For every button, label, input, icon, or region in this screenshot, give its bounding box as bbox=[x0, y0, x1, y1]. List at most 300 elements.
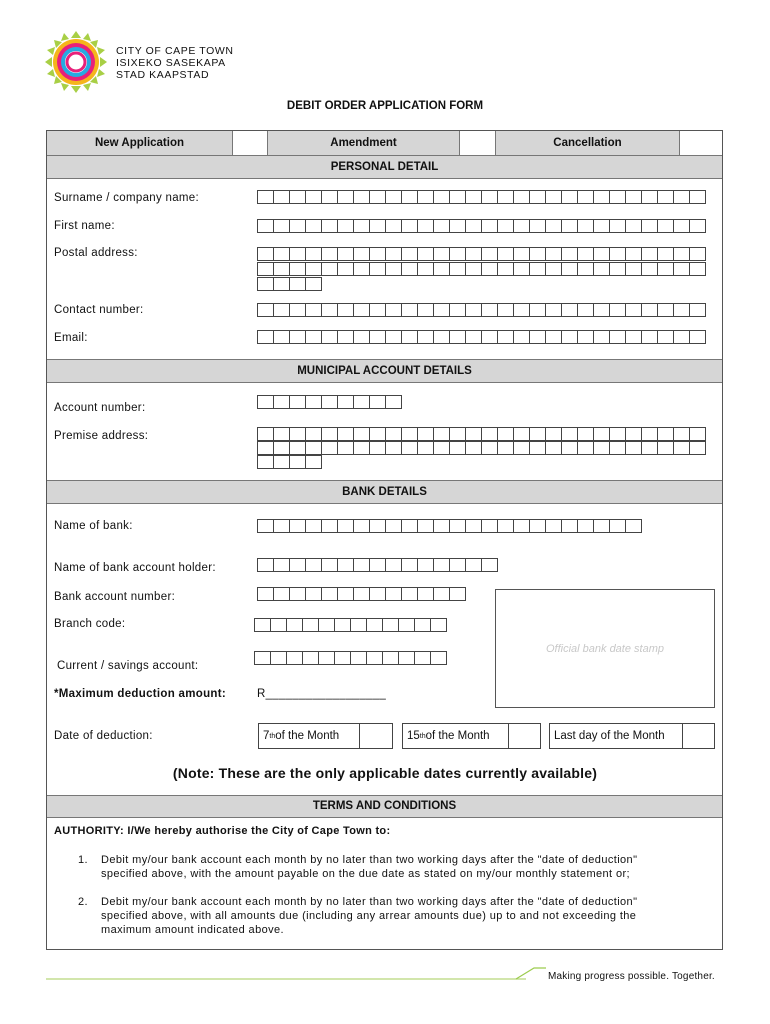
char-box[interactable] bbox=[689, 303, 706, 317]
char-box[interactable] bbox=[657, 190, 674, 204]
char-box[interactable] bbox=[561, 190, 578, 204]
char-box[interactable] bbox=[369, 330, 386, 344]
char-box[interactable] bbox=[465, 519, 482, 533]
char-box[interactable] bbox=[401, 587, 418, 601]
option-15th-checkbox[interactable] bbox=[508, 723, 541, 749]
char-box[interactable] bbox=[257, 558, 274, 572]
char-box[interactable] bbox=[382, 651, 399, 665]
char-box[interactable] bbox=[286, 651, 303, 665]
char-box[interactable] bbox=[305, 190, 322, 204]
char-box[interactable] bbox=[625, 303, 642, 317]
char-box[interactable] bbox=[257, 219, 274, 233]
char-box[interactable] bbox=[270, 651, 287, 665]
char-box[interactable] bbox=[481, 519, 498, 533]
char-box[interactable] bbox=[433, 190, 450, 204]
char-box[interactable] bbox=[481, 427, 498, 441]
char-box[interactable] bbox=[673, 219, 690, 233]
char-box[interactable] bbox=[609, 519, 626, 533]
char-box[interactable] bbox=[321, 587, 338, 601]
char-box[interactable] bbox=[321, 395, 338, 409]
char-box[interactable] bbox=[561, 427, 578, 441]
char-box[interactable] bbox=[545, 247, 562, 261]
char-box[interactable] bbox=[593, 330, 610, 344]
char-box[interactable] bbox=[577, 441, 594, 455]
char-box[interactable] bbox=[529, 262, 546, 276]
char-box[interactable] bbox=[273, 277, 290, 291]
char-box[interactable] bbox=[449, 427, 466, 441]
char-box[interactable] bbox=[657, 262, 674, 276]
char-box[interactable] bbox=[353, 558, 370, 572]
premise-address-input-row-3[interactable] bbox=[257, 455, 321, 469]
char-box[interactable] bbox=[369, 395, 386, 409]
char-box[interactable] bbox=[433, 219, 450, 233]
char-box[interactable] bbox=[497, 441, 514, 455]
char-box[interactable] bbox=[273, 247, 290, 261]
bank-account-number-input[interactable] bbox=[257, 587, 465, 601]
char-box[interactable] bbox=[305, 219, 322, 233]
char-box[interactable] bbox=[529, 519, 546, 533]
char-box[interactable] bbox=[401, 303, 418, 317]
char-box[interactable] bbox=[401, 519, 418, 533]
char-box[interactable] bbox=[641, 441, 658, 455]
char-box[interactable] bbox=[641, 427, 658, 441]
char-box[interactable] bbox=[689, 427, 706, 441]
max-deduction-input[interactable]: R__________________ bbox=[257, 688, 387, 700]
char-box[interactable] bbox=[657, 427, 674, 441]
char-box[interactable] bbox=[321, 519, 338, 533]
char-box[interactable] bbox=[481, 441, 498, 455]
char-box[interactable] bbox=[305, 395, 322, 409]
char-box[interactable] bbox=[337, 303, 354, 317]
char-box[interactable] bbox=[641, 247, 658, 261]
char-box[interactable] bbox=[561, 303, 578, 317]
char-box[interactable] bbox=[577, 190, 594, 204]
char-box[interactable] bbox=[689, 262, 706, 276]
first-name-input[interactable] bbox=[257, 219, 705, 233]
char-box[interactable] bbox=[545, 219, 562, 233]
char-box[interactable] bbox=[609, 427, 626, 441]
char-box[interactable] bbox=[577, 427, 594, 441]
char-box[interactable] bbox=[561, 219, 578, 233]
char-box[interactable] bbox=[305, 262, 322, 276]
account-type-input[interactable] bbox=[254, 651, 446, 665]
char-box[interactable] bbox=[257, 277, 274, 291]
char-box[interactable] bbox=[625, 441, 642, 455]
char-box[interactable] bbox=[385, 190, 402, 204]
char-box[interactable] bbox=[385, 262, 402, 276]
char-box[interactable] bbox=[465, 427, 482, 441]
char-box[interactable] bbox=[513, 303, 530, 317]
char-box[interactable] bbox=[257, 330, 274, 344]
char-box[interactable] bbox=[273, 587, 290, 601]
char-box[interactable] bbox=[657, 247, 674, 261]
char-box[interactable] bbox=[545, 519, 562, 533]
char-box[interactable] bbox=[305, 330, 322, 344]
char-box[interactable] bbox=[289, 219, 306, 233]
char-box[interactable] bbox=[561, 247, 578, 261]
char-box[interactable] bbox=[257, 519, 274, 533]
char-box[interactable] bbox=[366, 618, 383, 632]
amendment-checkbox[interactable] bbox=[460, 131, 496, 155]
char-box[interactable] bbox=[289, 395, 306, 409]
char-box[interactable] bbox=[305, 441, 322, 455]
char-box[interactable] bbox=[417, 190, 434, 204]
char-box[interactable] bbox=[366, 651, 383, 665]
char-box[interactable] bbox=[689, 330, 706, 344]
char-box[interactable] bbox=[321, 330, 338, 344]
char-box[interactable] bbox=[305, 427, 322, 441]
char-box[interactable] bbox=[305, 303, 322, 317]
char-box[interactable] bbox=[625, 262, 642, 276]
char-box[interactable] bbox=[289, 262, 306, 276]
char-box[interactable] bbox=[254, 618, 271, 632]
char-box[interactable] bbox=[609, 262, 626, 276]
char-box[interactable] bbox=[417, 519, 434, 533]
char-box[interactable] bbox=[305, 558, 322, 572]
char-box[interactable] bbox=[401, 558, 418, 572]
char-box[interactable] bbox=[513, 247, 530, 261]
char-box[interactable] bbox=[270, 618, 287, 632]
char-box[interactable] bbox=[398, 618, 415, 632]
char-box[interactable] bbox=[465, 262, 482, 276]
char-box[interactable] bbox=[433, 262, 450, 276]
char-box[interactable] bbox=[321, 558, 338, 572]
char-box[interactable] bbox=[289, 190, 306, 204]
char-box[interactable] bbox=[465, 303, 482, 317]
char-box[interactable] bbox=[513, 519, 530, 533]
char-box[interactable] bbox=[545, 330, 562, 344]
char-box[interactable] bbox=[529, 219, 546, 233]
char-box[interactable] bbox=[385, 303, 402, 317]
char-box[interactable] bbox=[609, 441, 626, 455]
char-box[interactable] bbox=[609, 303, 626, 317]
char-box[interactable] bbox=[529, 330, 546, 344]
char-box[interactable] bbox=[657, 441, 674, 455]
char-box[interactable] bbox=[334, 618, 351, 632]
char-box[interactable] bbox=[401, 427, 418, 441]
char-box[interactable] bbox=[625, 519, 642, 533]
char-box[interactable] bbox=[289, 427, 306, 441]
char-box[interactable] bbox=[641, 219, 658, 233]
char-box[interactable] bbox=[289, 441, 306, 455]
char-box[interactable] bbox=[350, 618, 367, 632]
char-box[interactable] bbox=[481, 303, 498, 317]
char-box[interactable] bbox=[289, 587, 306, 601]
char-box[interactable] bbox=[414, 618, 431, 632]
char-box[interactable] bbox=[561, 441, 578, 455]
char-box[interactable] bbox=[545, 441, 562, 455]
char-box[interactable] bbox=[673, 330, 690, 344]
char-box[interactable] bbox=[513, 441, 530, 455]
char-box[interactable] bbox=[577, 262, 594, 276]
char-box[interactable] bbox=[369, 303, 386, 317]
char-box[interactable] bbox=[369, 247, 386, 261]
char-box[interactable] bbox=[641, 330, 658, 344]
char-box[interactable] bbox=[545, 190, 562, 204]
char-box[interactable] bbox=[401, 247, 418, 261]
char-box[interactable] bbox=[289, 303, 306, 317]
char-box[interactable] bbox=[545, 427, 562, 441]
char-box[interactable] bbox=[430, 651, 447, 665]
char-box[interactable] bbox=[337, 558, 354, 572]
char-box[interactable] bbox=[657, 303, 674, 317]
char-box[interactable] bbox=[353, 330, 370, 344]
char-box[interactable] bbox=[353, 395, 370, 409]
char-box[interactable] bbox=[337, 330, 354, 344]
char-box[interactable] bbox=[449, 519, 466, 533]
char-box[interactable] bbox=[497, 330, 514, 344]
char-box[interactable] bbox=[497, 427, 514, 441]
char-box[interactable] bbox=[657, 219, 674, 233]
char-box[interactable] bbox=[417, 219, 434, 233]
char-box[interactable] bbox=[369, 441, 386, 455]
char-box[interactable] bbox=[433, 247, 450, 261]
char-box[interactable] bbox=[465, 219, 482, 233]
char-box[interactable] bbox=[689, 247, 706, 261]
char-box[interactable] bbox=[593, 190, 610, 204]
char-box[interactable] bbox=[257, 427, 274, 441]
option-7th-checkbox[interactable] bbox=[359, 723, 393, 749]
char-box[interactable] bbox=[337, 190, 354, 204]
char-box[interactable] bbox=[497, 219, 514, 233]
char-box[interactable] bbox=[513, 330, 530, 344]
char-box[interactable] bbox=[273, 303, 290, 317]
char-box[interactable] bbox=[529, 303, 546, 317]
premise-address-input-row-1[interactable] bbox=[257, 427, 705, 441]
char-box[interactable] bbox=[433, 441, 450, 455]
char-box[interactable] bbox=[497, 303, 514, 317]
char-box[interactable] bbox=[481, 247, 498, 261]
char-box[interactable] bbox=[609, 247, 626, 261]
char-box[interactable] bbox=[513, 190, 530, 204]
char-box[interactable] bbox=[273, 519, 290, 533]
contact-number-input[interactable] bbox=[257, 303, 705, 317]
char-box[interactable] bbox=[641, 303, 658, 317]
char-box[interactable] bbox=[318, 618, 335, 632]
char-box[interactable] bbox=[353, 247, 370, 261]
char-box[interactable] bbox=[273, 455, 290, 469]
char-box[interactable] bbox=[369, 262, 386, 276]
char-box[interactable] bbox=[481, 219, 498, 233]
char-box[interactable] bbox=[625, 190, 642, 204]
char-box[interactable] bbox=[289, 519, 306, 533]
char-box[interactable] bbox=[302, 651, 319, 665]
char-box[interactable] bbox=[449, 303, 466, 317]
char-box[interactable] bbox=[385, 519, 402, 533]
char-box[interactable] bbox=[673, 427, 690, 441]
char-box[interactable] bbox=[561, 330, 578, 344]
cancellation-checkbox[interactable] bbox=[680, 131, 722, 155]
char-box[interactable] bbox=[337, 219, 354, 233]
char-box[interactable] bbox=[417, 303, 434, 317]
char-box[interactable] bbox=[449, 330, 466, 344]
char-box[interactable] bbox=[449, 558, 466, 572]
char-box[interactable] bbox=[401, 262, 418, 276]
char-box[interactable] bbox=[334, 651, 351, 665]
char-box[interactable] bbox=[289, 455, 306, 469]
char-box[interactable] bbox=[353, 441, 370, 455]
char-box[interactable] bbox=[513, 219, 530, 233]
char-box[interactable] bbox=[593, 519, 610, 533]
char-box[interactable] bbox=[433, 558, 450, 572]
char-box[interactable] bbox=[417, 330, 434, 344]
char-box[interactable] bbox=[318, 651, 335, 665]
char-box[interactable] bbox=[625, 330, 642, 344]
char-box[interactable] bbox=[545, 262, 562, 276]
char-box[interactable] bbox=[369, 587, 386, 601]
char-box[interactable] bbox=[625, 219, 642, 233]
char-box[interactable] bbox=[433, 303, 450, 317]
char-box[interactable] bbox=[302, 618, 319, 632]
char-box[interactable] bbox=[497, 262, 514, 276]
char-box[interactable] bbox=[417, 558, 434, 572]
char-box[interactable] bbox=[673, 247, 690, 261]
char-box[interactable] bbox=[257, 303, 274, 317]
char-box[interactable] bbox=[481, 558, 498, 572]
char-box[interactable] bbox=[593, 427, 610, 441]
char-box[interactable] bbox=[305, 587, 322, 601]
char-box[interactable] bbox=[577, 303, 594, 317]
char-box[interactable] bbox=[465, 558, 482, 572]
char-box[interactable] bbox=[385, 219, 402, 233]
char-box[interactable] bbox=[321, 219, 338, 233]
char-box[interactable] bbox=[417, 441, 434, 455]
char-box[interactable] bbox=[529, 190, 546, 204]
char-box[interactable] bbox=[561, 262, 578, 276]
char-box[interactable] bbox=[433, 427, 450, 441]
char-box[interactable] bbox=[353, 190, 370, 204]
char-box[interactable] bbox=[385, 587, 402, 601]
char-box[interactable] bbox=[305, 247, 322, 261]
char-box[interactable] bbox=[673, 262, 690, 276]
char-box[interactable] bbox=[321, 441, 338, 455]
char-box[interactable] bbox=[449, 219, 466, 233]
char-box[interactable] bbox=[289, 558, 306, 572]
char-box[interactable] bbox=[289, 247, 306, 261]
char-box[interactable] bbox=[465, 190, 482, 204]
char-box[interactable] bbox=[577, 519, 594, 533]
char-box[interactable] bbox=[689, 219, 706, 233]
char-box[interactable] bbox=[433, 519, 450, 533]
char-box[interactable] bbox=[385, 427, 402, 441]
char-box[interactable] bbox=[321, 427, 338, 441]
char-box[interactable] bbox=[414, 651, 431, 665]
char-box[interactable] bbox=[350, 651, 367, 665]
char-box[interactable] bbox=[433, 587, 450, 601]
char-box[interactable] bbox=[465, 330, 482, 344]
char-box[interactable] bbox=[273, 190, 290, 204]
char-box[interactable] bbox=[673, 190, 690, 204]
char-box[interactable] bbox=[593, 247, 610, 261]
char-box[interactable] bbox=[353, 519, 370, 533]
char-box[interactable] bbox=[641, 262, 658, 276]
premise-address-input-row-2[interactable] bbox=[257, 441, 705, 455]
char-box[interactable] bbox=[385, 247, 402, 261]
char-box[interactable] bbox=[321, 247, 338, 261]
char-box[interactable] bbox=[430, 618, 447, 632]
char-box[interactable] bbox=[369, 558, 386, 572]
char-box[interactable] bbox=[545, 303, 562, 317]
char-box[interactable] bbox=[289, 330, 306, 344]
char-box[interactable] bbox=[449, 190, 466, 204]
char-box[interactable] bbox=[417, 247, 434, 261]
char-box[interactable] bbox=[337, 395, 354, 409]
char-box[interactable] bbox=[385, 441, 402, 455]
char-box[interactable] bbox=[257, 587, 274, 601]
postal-address-input-row-1[interactable] bbox=[257, 247, 705, 261]
char-box[interactable] bbox=[257, 247, 274, 261]
char-box[interactable] bbox=[353, 427, 370, 441]
bank-name-input[interactable] bbox=[257, 519, 641, 533]
char-box[interactable] bbox=[465, 441, 482, 455]
char-box[interactable] bbox=[497, 519, 514, 533]
account-number-input[interactable] bbox=[257, 395, 401, 409]
char-box[interactable] bbox=[609, 330, 626, 344]
branch-code-input[interactable] bbox=[254, 618, 446, 632]
char-box[interactable] bbox=[257, 455, 274, 469]
char-box[interactable] bbox=[673, 303, 690, 317]
char-box[interactable] bbox=[286, 618, 303, 632]
char-box[interactable] bbox=[465, 247, 482, 261]
char-box[interactable] bbox=[577, 247, 594, 261]
char-box[interactable] bbox=[529, 427, 546, 441]
char-box[interactable] bbox=[273, 262, 290, 276]
char-box[interactable] bbox=[273, 330, 290, 344]
char-box[interactable] bbox=[449, 262, 466, 276]
char-box[interactable] bbox=[609, 219, 626, 233]
char-box[interactable] bbox=[369, 190, 386, 204]
char-box[interactable] bbox=[513, 262, 530, 276]
char-box[interactable] bbox=[401, 441, 418, 455]
char-box[interactable] bbox=[593, 219, 610, 233]
char-box[interactable] bbox=[593, 262, 610, 276]
char-box[interactable] bbox=[337, 519, 354, 533]
char-box[interactable] bbox=[481, 330, 498, 344]
char-box[interactable] bbox=[641, 190, 658, 204]
char-box[interactable] bbox=[273, 558, 290, 572]
char-box[interactable] bbox=[273, 441, 290, 455]
char-box[interactable] bbox=[273, 395, 290, 409]
char-box[interactable] bbox=[273, 427, 290, 441]
char-box[interactable] bbox=[353, 303, 370, 317]
char-box[interactable] bbox=[529, 441, 546, 455]
char-box[interactable] bbox=[657, 330, 674, 344]
char-box[interactable] bbox=[337, 587, 354, 601]
char-box[interactable] bbox=[305, 277, 322, 291]
char-box[interactable] bbox=[353, 587, 370, 601]
char-box[interactable] bbox=[625, 247, 642, 261]
char-box[interactable] bbox=[625, 427, 642, 441]
char-box[interactable] bbox=[257, 262, 274, 276]
char-box[interactable] bbox=[593, 303, 610, 317]
char-box[interactable] bbox=[417, 427, 434, 441]
char-box[interactable] bbox=[353, 262, 370, 276]
char-box[interactable] bbox=[561, 519, 578, 533]
char-box[interactable] bbox=[577, 219, 594, 233]
char-box[interactable] bbox=[401, 190, 418, 204]
char-box[interactable] bbox=[398, 651, 415, 665]
postal-address-input-row-2[interactable] bbox=[257, 262, 705, 276]
char-box[interactable] bbox=[321, 303, 338, 317]
char-box[interactable] bbox=[305, 455, 322, 469]
new-application-checkbox[interactable] bbox=[233, 131, 268, 155]
char-box[interactable] bbox=[321, 262, 338, 276]
char-box[interactable] bbox=[673, 441, 690, 455]
char-box[interactable] bbox=[497, 190, 514, 204]
char-box[interactable] bbox=[369, 219, 386, 233]
char-box[interactable] bbox=[529, 247, 546, 261]
char-box[interactable] bbox=[401, 219, 418, 233]
